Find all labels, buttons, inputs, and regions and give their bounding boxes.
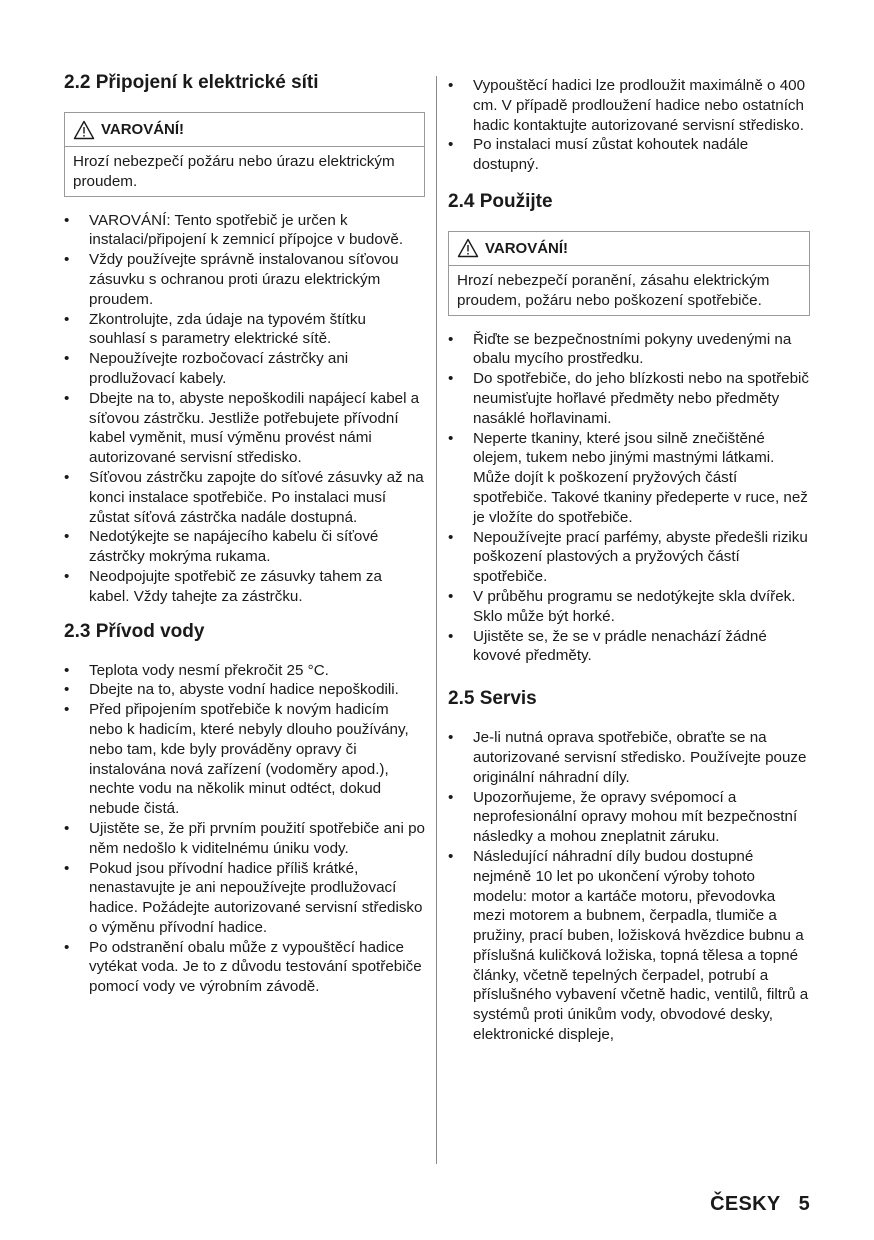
section-title-2-4: 2.4 Použijte: [448, 190, 553, 212]
warning-triangle-icon: [73, 120, 95, 140]
list-item: • Je-li nutná oprava spotřebiče, obraťte se na autorizované servisní středisko. Používejte pouze originální náhradní díly.: [448, 729, 807, 786]
warning-header: [65, 113, 424, 147]
section-2-3: [64, 619, 425, 998]
list-item: • Dbejte na to, abyste vodní hadice nepoškodili.: [64, 681, 399, 699]
warning-label: VAROVÁNÍ!: [101, 121, 185, 138]
list-item: • Po instalaci musí zůstat kohoutek nadále dostupný.: [448, 136, 749, 174]
list-item: • Neperte tkaniny, které jsou silně znečištěné olejem, tukem nebo jinými mastnými látkami. Může dojít k poškození pryžových částí spotřebiče. Takové tkaniny předeperte v ruce, než je vložíte do spotřebiče.: [448, 429, 808, 526]
warning-box-electric: [64, 112, 425, 197]
list-item: • Dbejte na to, abyste nepoškodili napájecí kabel a síťovou zástrčku. Jestliže potřebujete přívodní kabel vyměnit, musí výměnu provést námi autorizované servisní středisko.: [64, 389, 420, 467]
left-column: [64, 70, 425, 1009]
list-item: • Vždy používejte správně instalovanou síťovou zásuvku s ochranou proti úrazu elektrickým proudem.: [64, 251, 399, 308]
list-item: • Ujistěte se, že při prvním použití spotřebiče ani po něm nedošlo k viditelnému úniku vody.: [64, 819, 425, 857]
bullet-list-2-4: [448, 330, 810, 667]
list-item: • Po odstranění obalu může z vypouštěcí hadice vytékat voda. Je to z důvodu testování spotřebiče pomocí vody ve výrobním závodě.: [64, 938, 422, 996]
bullet-list-2-2: [64, 211, 425, 607]
section-2-5: [448, 686, 810, 1045]
list-item: • Řiďte se bezpečnostními pokyny uvedenými na obalu mycího prostředku.: [448, 330, 792, 368]
list-item: • Nedotýkejte se napájecího kabelu či síťové zástrčky mokrýma rukama.: [64, 528, 379, 566]
bullet-list-2-3: [64, 661, 425, 998]
list-item: • Nepoužívejte rozbočovací zástrčky ani prodlužovací kabely.: [64, 350, 349, 387]
list-item: • Zkontrolujte, zda údaje na typovém štítku souhlasí s parametry elektrické sítě.: [64, 310, 366, 348]
list-item: • Teplota vody nesmí překročit 25 °C.: [64, 661, 329, 679]
section-title-2-5: 2.5 Servis: [448, 688, 537, 710]
section-2-4: [448, 189, 810, 666]
column-divider: [436, 76, 437, 1164]
list-item: • V průběhu programu se nedotýkejte skla dvířek. Sklo může být horké.: [448, 587, 796, 625]
section-2-2: [64, 70, 425, 607]
warning-box-use: [448, 231, 810, 316]
list-item: • Následující náhradní díly budou dostupné nejméně 10 let po ukončení výroby tohoto modelu: motor a kartáče motoru, převodovka mezi motorem a bubnem, čerpadla, tlumiče a pružiny, prací buben, ložisková hvězdice bubnu a příslušná kuličková ložiska, topná tělesa a topné články, včetně tepelných čerpadel, potrubí a příslušného vybavení včetně hadic, ventilů, filtrů a systémů proti únikům vody, obvodové desky, elektronické displeje,: [448, 847, 809, 1044]
list-item: • Do spotřebiče, do jeho blízkosti nebo na spotřebič neumisťujte hořlavé předměty nebo předměty nasáklé hořlavinami.: [448, 370, 810, 427]
list-item: • Neodpojujte spotřebič ze zásuvky tahem za kabel. Vždy tahejte za zástrčku.: [64, 567, 382, 605]
footer-language: ČESKY: [710, 1193, 781, 1215]
bullet-list-2-5: [448, 728, 810, 1045]
list-item: • Vypouštěcí hadici lze prodloužit maximálně o 400 cm. V případě prodloužení hadice nebo ostatních hadic kontaktujte autorizované servisní středisko.: [448, 77, 806, 134]
section-2-3-continued: [448, 76, 810, 175]
warning-label: VAROVÁNÍ!: [485, 239, 569, 257]
bullet-list-2-3-cont: [448, 76, 810, 175]
page-number: 5: [798, 1193, 810, 1215]
warning-triangle-icon: [457, 238, 479, 258]
list-item: • Před připojením spotřebiče k novým hadicím nebo k hadicím, které nebyly dlouho používány, nebo tam, kde byly prováděny opravy či instalována nová zařízení (vodoměry apod.), nechte vodu na několik minut odtéct, dokud nebude čistá.: [64, 701, 409, 818]
section-title-2-2: 2.2 Připojení k elektrické síti: [64, 72, 319, 93]
section-title-2-3: 2.3 Přívod vody: [64, 620, 205, 642]
warning-text: Hrozí nebezpečí poranění, zásahu elektrickým proudem, požáru nebo poškození spotřebiče.: [457, 271, 770, 309]
list-item: • Ujistěte se, že se v prádle nenachází žádné kovové předměty.: [448, 627, 767, 665]
list-item: • VAROVÁNÍ: Tento spotřebič je určen k instalaci/připojení k zemnicí přípojce v budově.: [64, 211, 404, 249]
list-item: • Nepoužívejte prací parfémy, abyste předešli riziku poškození plastových a pryžových částí spotřebiče.: [448, 528, 808, 586]
page-footer: [710, 1193, 810, 1216]
right-column: [448, 76, 810, 1057]
warning-header: [449, 232, 809, 266]
list-item: • Síťovou zástrčku zapojte do síťové zásuvky až na konci instalace spotřebiče. Po instalaci musí zůstat síťová zástrčka nadále dostupná.: [64, 468, 424, 526]
list-item: • Pokud jsou přívodní hadice příliš krátké, nenastavujte je ani nepoužívejte prodlužovací hadice. Požádejte autorizované servisní středisko o výměnu přívodní hadice.: [64, 859, 423, 936]
list-item: • Upozorňujeme, že opravy svépomocí a neprofesionální opravy mohou mít bezpečnostní následky a mohou zneplatnit záruku.: [448, 788, 798, 846]
warning-text: Hrozí nebezpečí požáru nebo úrazu elektrickým proudem.: [73, 153, 395, 190]
